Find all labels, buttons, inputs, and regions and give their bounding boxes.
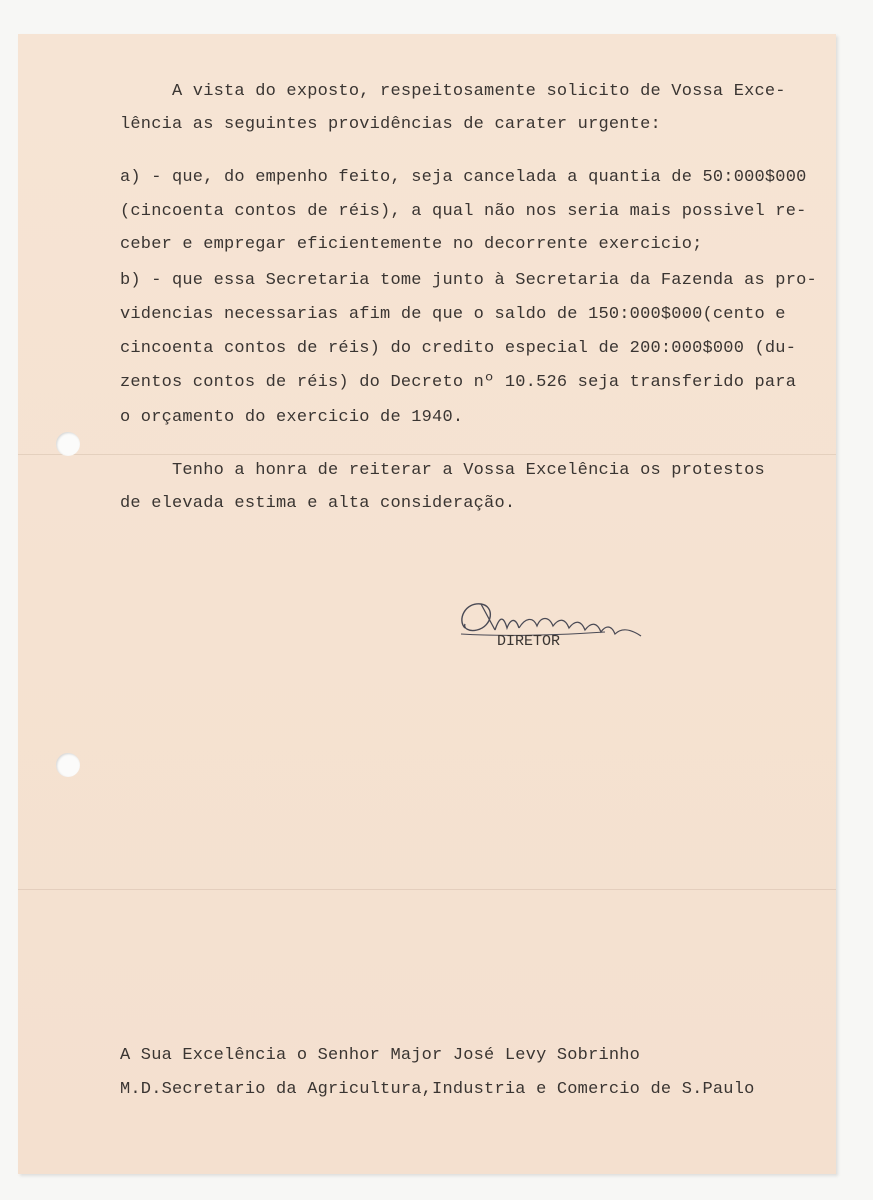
document-page bbox=[18, 34, 836, 1174]
addressee-line: A Sua Excelência o Senhor Major José Levy Sobrinho bbox=[120, 1046, 641, 1065]
punch-hole bbox=[56, 432, 80, 456]
text-line: lência as seguintes providências de carater urgente: bbox=[120, 115, 661, 134]
signature-title: DIRETOR bbox=[497, 633, 561, 650]
text-line: A vista do exposto, respeitosamente solicito de Vossa Exce- bbox=[120, 82, 786, 101]
text-line: cincoenta contos de réis) do credito especial de 200:000$000 (du- bbox=[120, 339, 797, 358]
text-line: o orçamento do exercicio de 1940. bbox=[120, 408, 464, 427]
text-line: de elevada estima e alta consideração. bbox=[120, 494, 516, 513]
paper-fold bbox=[18, 454, 836, 455]
text-line: ceber e empregar eficientemente no decorrente exercicio; bbox=[120, 235, 703, 254]
text-line: Tenho a honra de reiterar a Vossa Excelência os protestos bbox=[120, 461, 765, 480]
text-line: (cincoenta contos de réis), a qual não nos seria mais possivel re- bbox=[120, 202, 807, 221]
text-line: a) - que, do empenho feito, seja cancelada a quantia de 50:000$000 bbox=[120, 168, 807, 187]
punch-hole bbox=[56, 753, 80, 777]
text-line: zentos contos de réis) do Decreto nº 10.526 seja transferido para bbox=[120, 373, 797, 392]
addressee-line: M.D.Secretario da Agricultura,Industria e Comercio de S.Paulo bbox=[120, 1080, 755, 1099]
paper-fold bbox=[18, 889, 836, 890]
text-line: b) - que essa Secretaria tome junto à Secretaria da Fazenda as pro- bbox=[120, 271, 817, 290]
text-line: videncias necessarias afim de que o saldo de 150:000$000(cento e bbox=[120, 305, 786, 324]
